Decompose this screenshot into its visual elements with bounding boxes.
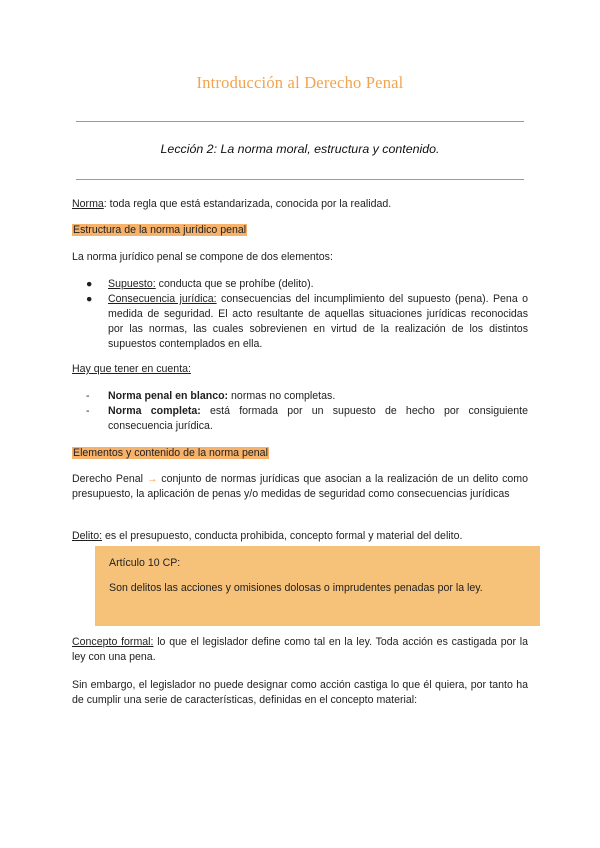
norma-definition — [72, 197, 528, 212]
delito-term: Delito: — [72, 530, 103, 542]
blanco-term: Norma penal en blanco: — [108, 390, 229, 402]
dp-text: conjunto de normas jurídicas que asocian a la realización de un delito como presupuesto, la aplicación de penas y/o medidas de seguridad como consecuencias jurídicas — [72, 473, 528, 500]
intro-elements: La norma jurídico penal se compone de dos elementos: — [72, 251, 333, 263]
section2-heading-text: Elementos y contenido de la norma penal — [73, 447, 268, 459]
dash-marker: - — [86, 405, 90, 417]
bullet-marker: ● — [86, 293, 93, 305]
delito-definition — [72, 529, 528, 544]
norma-def-text: : toda regla que está estandarizada, conocida por la realidad. — [103, 198, 392, 210]
list-item — [72, 277, 528, 292]
section-heading-elements — [72, 446, 528, 461]
norm-types-list — [72, 389, 528, 434]
derecho-penal-definition — [72, 472, 528, 502]
divider-top — [76, 121, 524, 122]
cf-term: Concepto formal: — [72, 636, 154, 648]
dash-marker: - — [86, 390, 90, 402]
norma-term: Norma — [72, 198, 104, 210]
delito-text: es el presupuesto, conducta prohibida, concepto formal y material del delito. — [102, 530, 463, 542]
supuesto-term: Supuesto: — [108, 278, 156, 290]
completa-text: está formada por un supuesto de hecho por consiguiente consecuencia jurídica. — [108, 405, 528, 432]
section-heading-structure — [72, 223, 528, 238]
hay-que-text: Hay que tener en cuenta: — [72, 363, 191, 375]
document-title: Introducción al Derecho Penal — [196, 73, 404, 92]
arrow-icon: → — [146, 473, 158, 485]
hay-que-tener — [72, 362, 528, 377]
lesson-subtitle: Lección 2: La norma moral, estructura y contenido. — [160, 142, 440, 156]
blanco-text: normas no completas. — [228, 390, 336, 402]
completa-term: Norma completa: — [108, 405, 201, 417]
bullet-marker: ● — [86, 278, 93, 290]
article-callout — [95, 546, 540, 626]
callout-title: Artículo 10 CP: — [109, 557, 181, 569]
sin-embargo-paragraph: Sin embargo, el legislador no puede designar como acción castiga lo que él quiera, por tanto ha de cumplir una serie de características, definidas en el concepto material: — [72, 679, 528, 706]
supuesto-text: conducta que se prohíbe (delito). — [155, 278, 314, 290]
dp-term: Derecho Penal — [72, 473, 147, 485]
section1-heading-text: Estructura de la norma jurídico penal — [73, 224, 247, 236]
list-item — [72, 292, 528, 352]
list-item — [72, 404, 528, 434]
list-item — [72, 389, 528, 404]
callout-text: Son delitos las acciones y omisiones dolosas o imprudentes penadas por la ley. — [109, 582, 483, 594]
cf-text: lo que el legislador define como tal en la ley. Toda acción es castigada por la ley con una pena. — [72, 636, 528, 663]
consecuencia-term: Consecuencia jurídica: — [108, 293, 217, 305]
concepto-formal — [72, 635, 528, 665]
elements-list — [72, 277, 528, 352]
consecuencia-text: consecuencias del incumplimiento del supuesto (pena). Pena o medida de seguridad. El acto resultante de aquellas situaciones jurídicas reconocidas por las normas, las cuales sobrevienen en virtud de la realización de los distintos supuestos contemplados en ella. — [108, 293, 529, 350]
divider-bottom — [76, 179, 524, 180]
